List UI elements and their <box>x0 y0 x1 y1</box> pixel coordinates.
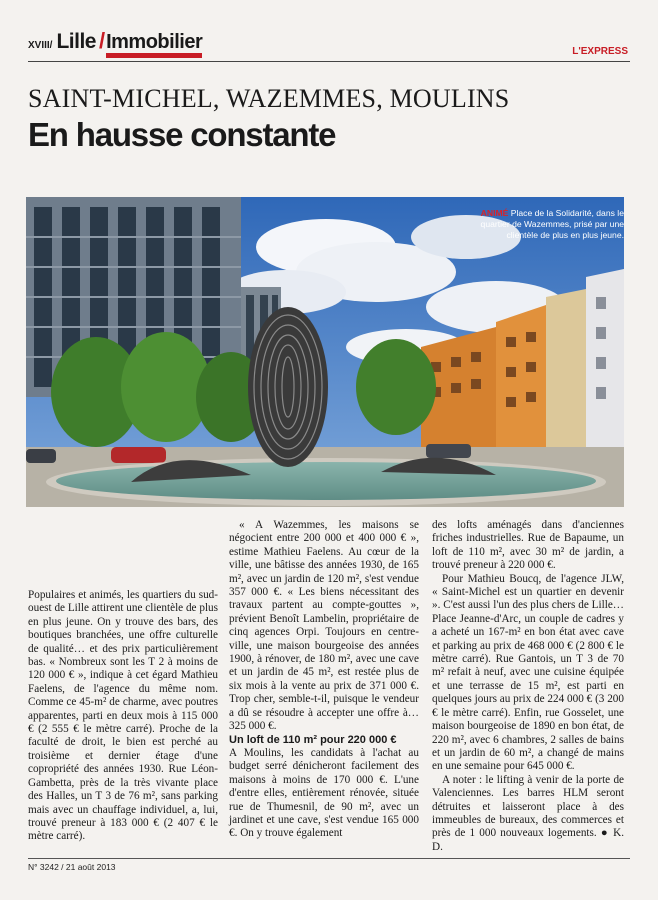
fountain-scene-image <box>26 197 624 507</box>
article-kicker: SAINT-MICHEL, WAZEMMES, MOULINS <box>28 84 510 113</box>
footer-rule <box>28 858 630 859</box>
page-number-label: XVIII/ <box>28 40 53 51</box>
article-photo <box>26 197 624 507</box>
header-slash: / <box>98 28 106 53</box>
article-column-3 <box>432 519 624 854</box>
paragraph: A noter : le lifting à venir de la porte de Valenciennes. Les barres HLM seront détruites et laisseront place à des immeubles de bureaux, des commerces et près de 1 000 nouveaux logements. ● K. D. <box>432 773 624 853</box>
page-header <box>28 28 202 58</box>
section-label: Immobilier <box>106 32 202 58</box>
brand-label: L'EXPRESS <box>572 46 628 57</box>
paragraph: A Moulins, les candidats à l'achat au budget serré dénicheront facilement des maisons à moins de 170 000 €. L'une d'entre elles, entièrement rénovée, située rue de Thumesnil, de 90 m², avec un jardinet et une cave, s'est vendue 165 000 €. On y trouve également <box>229 746 419 840</box>
subheading: Un loft de 110 m² pour 220 000 € <box>229 733 397 746</box>
caption-tag: ANIMÉ <box>480 208 509 218</box>
article-column-2 <box>229 519 419 841</box>
header-rule <box>28 61 630 62</box>
caption-text: Place de la Solidarité, dans le quartier de Wazemmes, prisé par une clientèle de plus en plus jeune. <box>480 208 624 240</box>
paragraph: « A Wazemmes, les maisons se négocient entre 200 000 et 400 000 € », estime Mathieu Faelens. Au cœur de la ville, une bâtisse des années 1930, de 165 m², avec un jardin de 120 m², s'est vendue 357 000 €. « Les biens nécessitant des travaux partent au compte-gouttes », prévient Benoît Lambelin, propriétaire de cinq agences Orpi. Toujours en centre-ville, une maison bourgeoise des années 1900, à rénover, de 180 m², avec une cave et un jardin de 45 m², est restée plus de six mois à la vente au prix de 371 000 €. Trop cher, semble-t-il, puisque le vendeur a dû se résoudre à accepter une offre à… 325 000 €. <box>229 519 419 733</box>
city-label: Lille <box>56 30 96 53</box>
paragraph: Pour Mathieu Boucq, de l'agence JLW, « Saint-Michel est un quartier en devenir ». C'est aussi l'un des plus chers de Lille… Place Jeanne-d'Arc, un couple de cadres y a acheté un 167-m² en bon état avec cave et parking au prix de 468 000 € (2 800 € le mètre carré). Rue Gantois, un T 3 de 70 m² refait à neuf, avec une cuisine équipée et une terrasse de 15 m², est parti en quelques jours au prix de 224 000 € (3 200 € le mètre carré). Enfin, rue Gosselet, une maison bourgeoise de 1890 en bon état, de 220 m², avec 6 chambres, 2 salles de bains et un jardin de 60 m², a changé de mains en une semaine pour 645 000 €. <box>432 572 624 773</box>
photo-caption <box>474 208 624 241</box>
issue-footer: N° 3242 / 21 août 2013 <box>28 862 116 872</box>
article-column-1 <box>28 589 218 844</box>
article-title: En hausse constante <box>28 116 336 153</box>
paragraph: des lofts aménagés dans d'anciennes friches industrielles. Rue de Bapaume, un loft de 110 m², avec 30 m² de jardin, a trouvé preneur à 220 000 €. <box>432 519 624 572</box>
paragraph: Populaires et animés, les quartiers du sud-ouest de Lille attirent une clientèle de plus en plus jeune. On y trouve des bars, des boutiques branchées, une offre culturelle de qualité… et des prix particulièrement bas. « Nombreux sont les T 2 à moins de 120 000 € », indique à cet égard Mathieu Faelens, de l'agence du même nom. Comme ce 45-m² de charme, avec poutres apparentes, parti en deux mois à 115 000 € (2 555 € le mètre carré). Proche de la faculté de droit, le bien est perché au troisième et dernier étage d'une copropriété des années 1930. Rue Léon-Gambetta, près de la très vivante place des Halles, un T 3 de 76 m², sans parking mais avec un chauffage individuel, a, lui, trouvé preneur à 183 000 € (2 407 € le mètre carré). <box>28 589 218 843</box>
